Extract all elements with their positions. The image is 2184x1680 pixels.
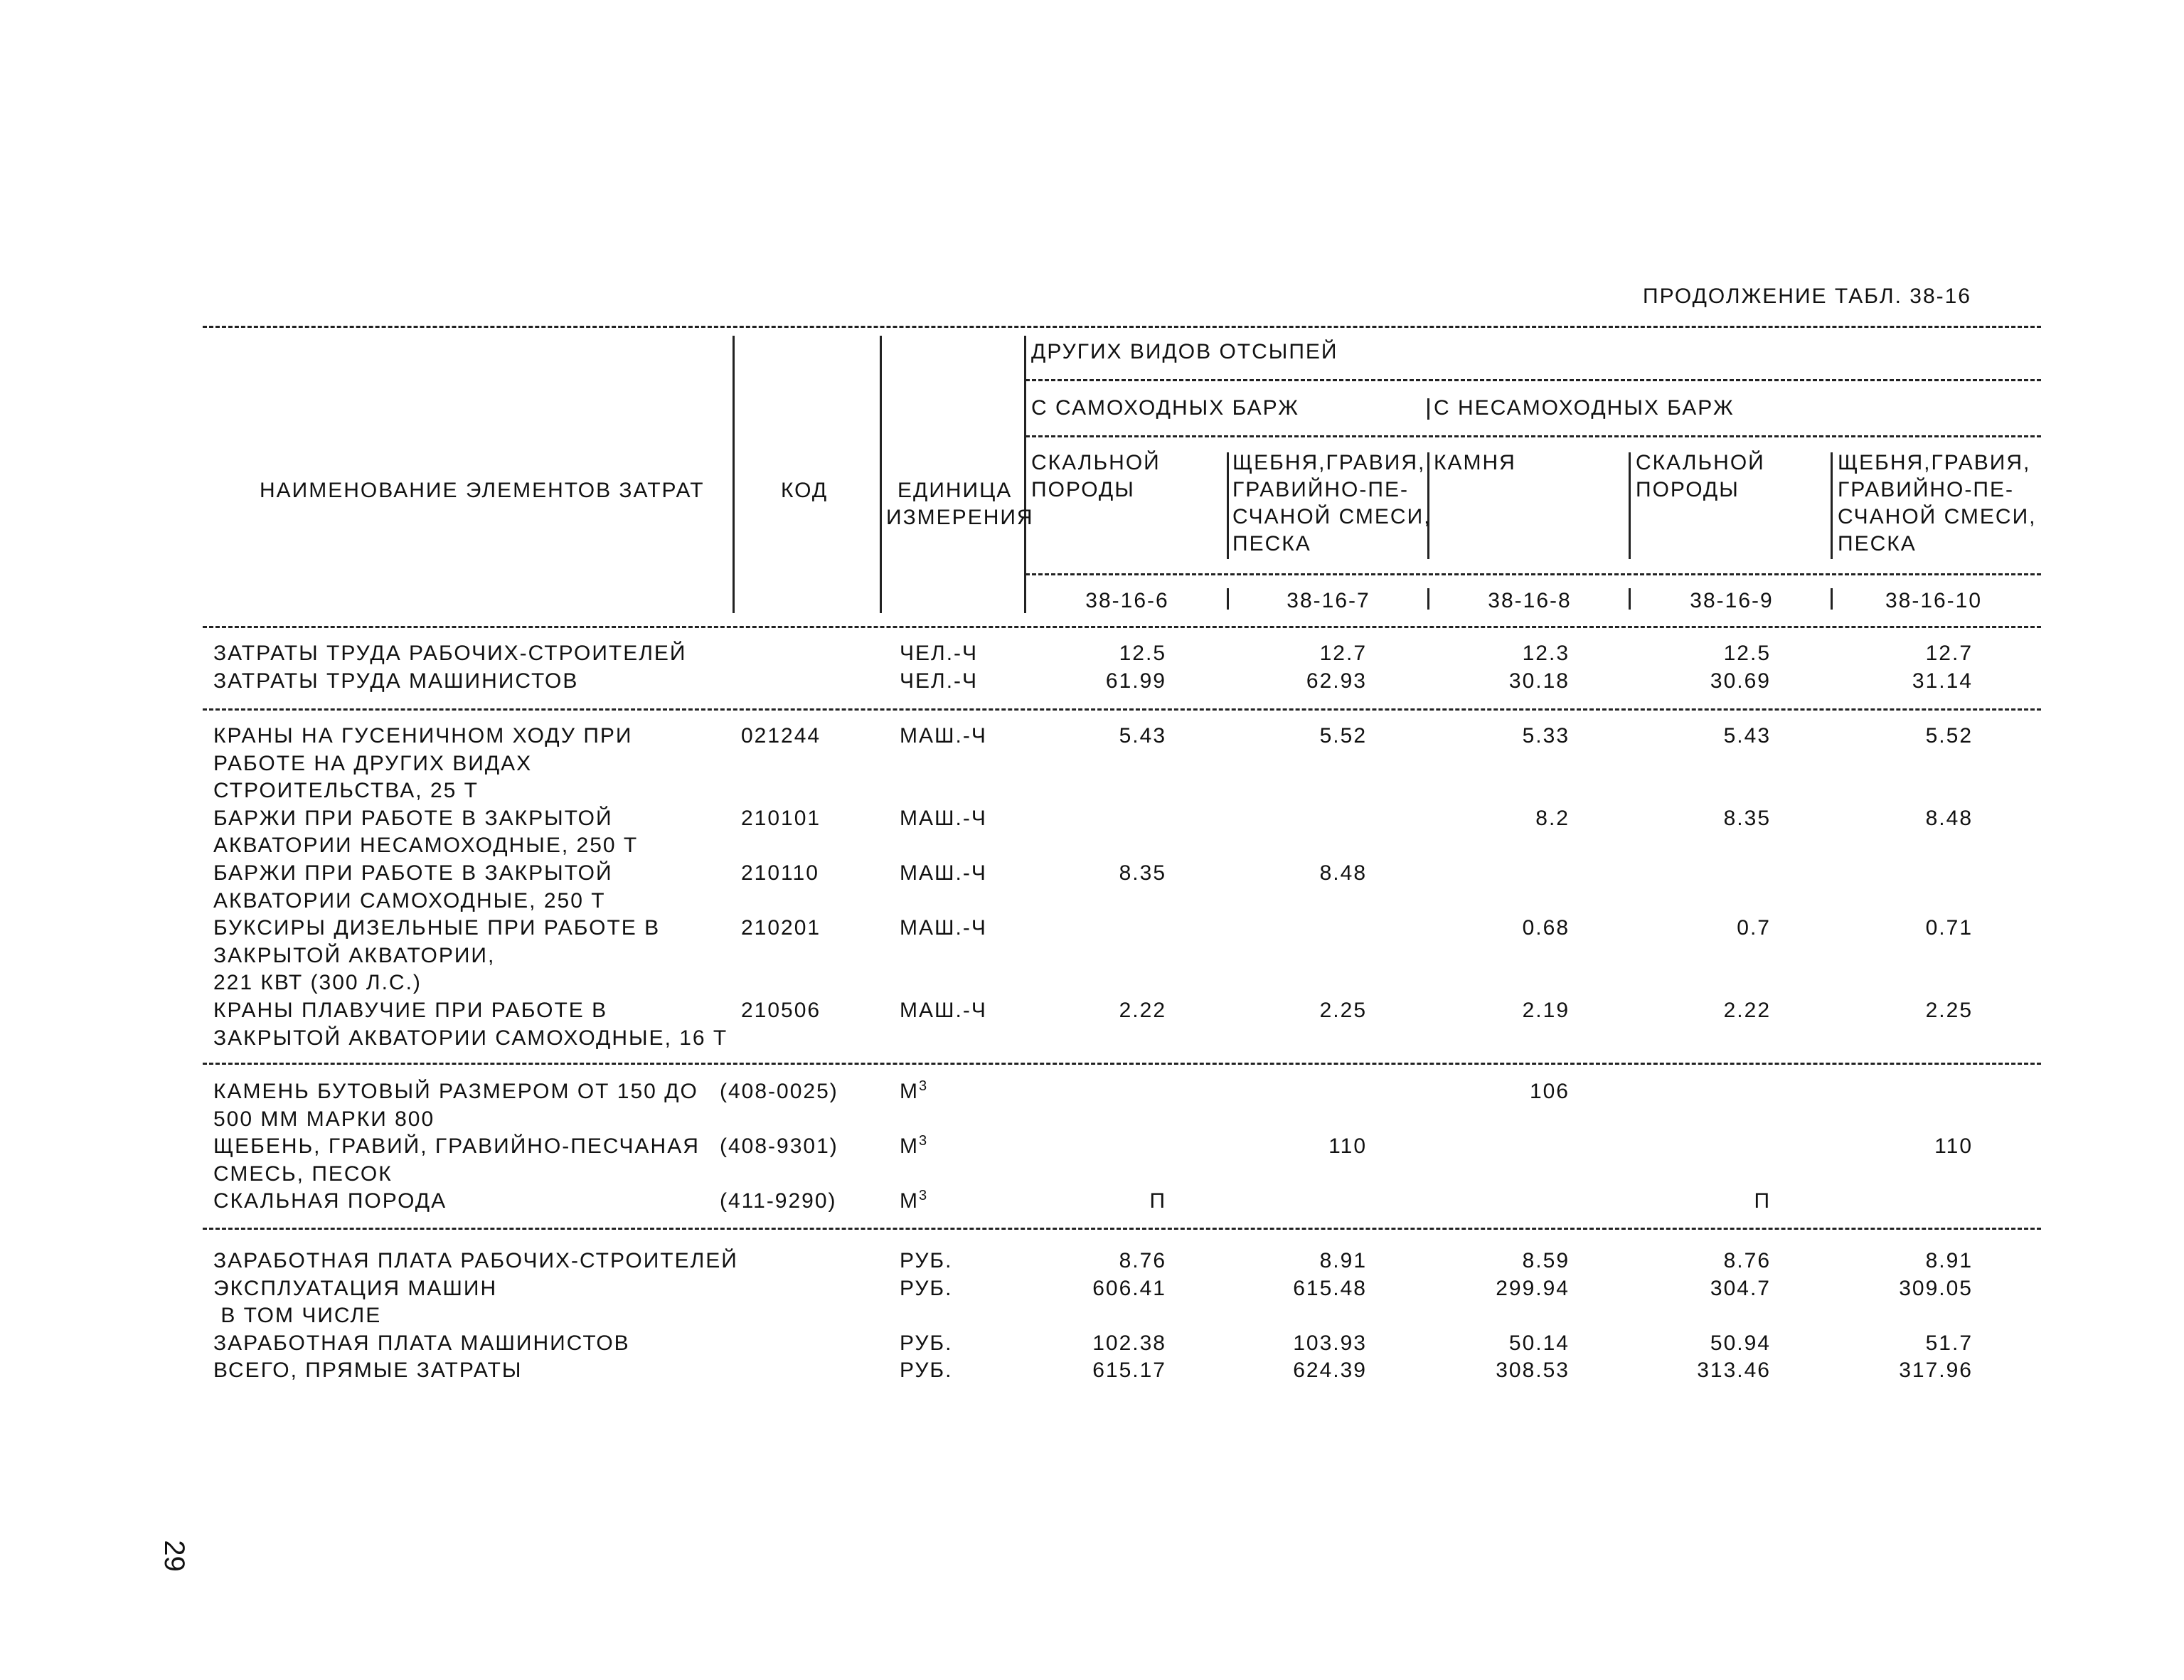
row-unit: $М^3$	[900, 1133, 929, 1159]
header-col1: СКАЛЬНОЙ	[1031, 451, 1161, 474]
row-value: 615.17	[1092, 1359, 1166, 1383]
header-col2: ЩЕБНЯ,ГРАВИЯ,	[1232, 451, 1426, 474]
norm-code: 38-16-10	[1885, 589, 1983, 612]
row-name: ЗАРАБОТНАЯ ПЛАТА РАБОЧИХ-СТРОИТЕЛЕЙ	[213, 1249, 738, 1272]
rule-codes	[1026, 573, 2041, 575]
row-value: 2.19	[1522, 999, 1570, 1022]
row-name: КРАНЫ НА ГУСЕНИЧНОМ ХОДУ ПРИ	[213, 724, 633, 748]
row-value: 12.5	[1119, 642, 1166, 665]
row-value: 12.3	[1522, 642, 1570, 665]
row-name: БУКСИРЫ ДИЗЕЛЬНЫЕ ПРИ РАБОТЕ В	[213, 916, 661, 940]
header-divider	[1427, 588, 1429, 610]
row-unit: РУБ.	[900, 1276, 953, 1300]
row-value: 12.7	[1925, 642, 1973, 665]
row-value: 5.43	[1723, 724, 1771, 748]
row-value: 0.7	[1737, 916, 1771, 940]
unit-exponent: 3	[919, 1188, 929, 1204]
row-value: 110	[1328, 1134, 1367, 1159]
row-value: 30.69	[1710, 669, 1771, 693]
row-value: 30.18	[1508, 669, 1570, 693]
row-value: 8.48	[1319, 861, 1367, 885]
row-value: 624.39	[1293, 1359, 1367, 1383]
row-name: СМЕСЬ, ПЕСОК	[213, 1161, 393, 1186]
row-name: ЗАКРЫТОЙ АКВАТОРИИ САМОХОДНЫЕ, 16 Т	[213, 1026, 728, 1050]
row-code: 021244	[741, 724, 821, 748]
row-unit: МАШ.-Ч	[900, 861, 987, 885]
row-name: ЩЕБЕНЬ, ГРАВИЙ, ГРАВИЙНО-ПЕСЧАНАЯ	[213, 1134, 700, 1159]
row-value: 8.2	[1535, 806, 1570, 830]
page-number: 29	[158, 1540, 190, 1572]
row-value: 2.22	[1119, 999, 1166, 1022]
row-unit: $М^3$	[900, 1188, 929, 1213]
row-value: 2.25	[1925, 999, 1973, 1022]
row-unit: $М^3$	[900, 1078, 929, 1103]
row-name: СКАЛЬНАЯ ПОРОДА	[213, 1189, 447, 1213]
table-caption: ПРОДОЛЖЕНИЕ ТАБЛ. 38-16	[1643, 285, 1971, 308]
row-name: СТРОИТЕЛЬСТВА, 25 Т	[213, 779, 479, 803]
header-unit: ЕДИНИЦА	[897, 479, 1013, 502]
header-divider	[1629, 452, 1631, 559]
row-code: 210110	[741, 861, 819, 885]
row-value: 5.33	[1522, 724, 1570, 748]
row-value: 62.93	[1306, 669, 1367, 693]
row-unit: МАШ.-Ч	[900, 999, 987, 1022]
row-value: 102.38	[1092, 1331, 1166, 1355]
row-value: 8.59	[1522, 1249, 1570, 1272]
row-code: (408-9301)	[720, 1134, 838, 1159]
unit-exponent: 3	[919, 1133, 929, 1149]
row-unit: РУБ.	[900, 1331, 953, 1355]
header-divider	[1227, 588, 1229, 610]
row-value: 8.76	[1119, 1249, 1166, 1272]
header-divider	[880, 336, 882, 613]
row-code: 210101	[741, 806, 821, 830]
row-value: 50.94	[1710, 1331, 1771, 1355]
header-name: НАИМЕНОВАНИЕ ЭЛЕМЕНТОВ ЗАТРАТ	[260, 479, 705, 502]
row-name: АКВАТОРИИ НЕСАМОХОДНЫЕ, 250 Т	[213, 834, 639, 858]
header-self-propelled: С САМОХОДНЫХ БАРЖ	[1031, 396, 1299, 420]
row-value: 309.05	[1899, 1276, 1973, 1300]
row-unit: ЧЕЛ.-Ч	[900, 642, 979, 665]
rule-subgroup	[1026, 435, 2041, 437]
row-value: 5.43	[1119, 724, 1166, 748]
row-name: В ТОМ ЧИСЛЕ	[213, 1304, 382, 1328]
row-value: 5.52	[1319, 724, 1367, 748]
row-value: 31.14	[1912, 669, 1973, 693]
row-name: КРАНЫ ПЛАВУЧИЕ ПРИ РАБОТЕ В	[213, 999, 608, 1022]
row-name: ЗАТРАТЫ ТРУДА РАБОЧИХ-СТРОИТЕЛЕЙ	[213, 642, 687, 665]
header-col5: СЧАНОЙ СМЕСИ,	[1838, 505, 2037, 528]
header-non-self-propelled: С НЕСАМОХОДНЫХ БАРЖ	[1434, 396, 1735, 420]
row-value: 313.46	[1697, 1359, 1771, 1383]
row-name: ВСЕГО, ПРЯМЫЕ ЗАТРАТЫ	[213, 1359, 523, 1383]
header-group: ДРУГИХ ВИДОВ ОТСЫПЕЙ	[1031, 340, 1338, 363]
row-value: 51.7	[1925, 1331, 1973, 1355]
header-col2: ГРАВИЙНО-ПЕ-	[1232, 478, 1409, 501]
row-name: ЭКСПЛУАТАЦИЯ МАШИН	[213, 1276, 498, 1300]
row-value: П	[1149, 1189, 1166, 1213]
unit-exponent: 3	[919, 1078, 929, 1094]
row-name: АКВАТОРИИ САМОХОДНЫЕ, 250 Т	[213, 888, 606, 913]
row-value: 0.68	[1522, 916, 1570, 940]
header-divider	[1831, 588, 1833, 610]
header-unit: ИЗМЕРЕНИЯ	[886, 506, 1034, 529]
rule-header-bottom	[203, 626, 2041, 628]
rule-after-materials	[203, 1228, 2041, 1230]
row-value: 8.76	[1723, 1249, 1771, 1272]
row-name: 221 КВТ (300 Л.С.)	[213, 971, 422, 995]
row-value: 299.94	[1496, 1276, 1570, 1300]
header-divider	[1427, 398, 1429, 420]
row-name: РАБОТЕ НА ДРУГИХ ВИДАХ	[213, 751, 533, 775]
header-divider	[1227, 452, 1229, 559]
norm-code: 38-16-6	[1085, 589, 1169, 612]
row-name: БАРЖИ ПРИ РАБОТЕ В ЗАКРЫТОЙ	[213, 861, 613, 885]
header-col5: ПЕСКА	[1838, 532, 1917, 555]
row-unit: РУБ.	[900, 1359, 953, 1383]
row-value: 106	[1529, 1080, 1570, 1103]
row-value: П	[1754, 1189, 1771, 1213]
row-value: 12.5	[1723, 642, 1771, 665]
row-value: 615.48	[1293, 1276, 1367, 1300]
row-unit: МАШ.-Ч	[900, 916, 987, 940]
row-name: ЗАТРАТЫ ТРУДА МАШИНИСТОВ	[213, 669, 579, 693]
header-divider	[1831, 452, 1833, 559]
row-value: 50.14	[1508, 1331, 1570, 1355]
row-value: 5.52	[1925, 724, 1973, 748]
row-name: КАМЕНЬ БУТОВЫЙ РАЗМЕРОМ ОТ 150 ДО	[213, 1080, 698, 1103]
row-unit: МАШ.-Ч	[900, 724, 987, 748]
norm-code: 38-16-8	[1488, 589, 1572, 612]
row-value: 308.53	[1496, 1359, 1570, 1383]
row-value: 8.48	[1925, 806, 1973, 830]
row-unit: МАШ.-Ч	[900, 806, 987, 830]
header-col2: СЧАНОЙ СМЕСИ,	[1232, 505, 1432, 528]
row-value: 61.99	[1105, 669, 1166, 693]
header-col4: ПОРОДЫ	[1636, 478, 1740, 501]
row-value: 606.41	[1092, 1276, 1166, 1300]
row-value: 110	[1934, 1134, 1973, 1159]
row-code: (411-9290)	[720, 1189, 837, 1213]
header-col1: ПОРОДЫ	[1031, 478, 1135, 501]
row-name: 500 ММ МАРКИ 800	[213, 1107, 435, 1131]
row-value: 2.22	[1723, 999, 1771, 1022]
rule-group	[1026, 379, 2041, 381]
row-value: 8.35	[1119, 861, 1166, 885]
row-value: 103.93	[1293, 1331, 1367, 1355]
row-value: 12.7	[1319, 642, 1367, 665]
row-code: 210506	[741, 999, 821, 1022]
norm-code: 38-16-9	[1690, 589, 1774, 612]
row-value: 304.7	[1710, 1276, 1771, 1300]
header-col5: ЩЕБНЯ,ГРАВИЯ,	[1838, 451, 2031, 474]
header-col2: ПЕСКА	[1232, 532, 1311, 555]
header-col5: ГРАВИЙНО-ПЕ-	[1838, 478, 2014, 501]
row-name: ЗАКРЫТОЙ АКВАТОРИИ,	[213, 943, 496, 967]
row-name: БАРЖИ ПРИ РАБОТЕ В ЗАКРЫТОЙ	[213, 806, 613, 830]
header-divider	[733, 336, 735, 613]
rule-after-labor	[203, 708, 2041, 711]
header-divider	[1024, 336, 1026, 613]
row-value: 0.71	[1925, 916, 1973, 940]
norm-code: 38-16-7	[1287, 589, 1370, 612]
row-value: 8.91	[1925, 1249, 1973, 1272]
row-name: ЗАРАБОТНАЯ ПЛАТА МАШИНИСТОВ	[213, 1331, 630, 1355]
row-code: (408-0025)	[720, 1080, 838, 1103]
row-code: 210201	[741, 916, 821, 940]
row-unit: РУБ.	[900, 1249, 953, 1272]
rule-top	[203, 326, 2041, 328]
row-value: 2.25	[1319, 999, 1367, 1022]
header-divider	[1629, 588, 1631, 610]
row-unit: ЧЕЛ.-Ч	[900, 669, 979, 693]
row-value: 8.35	[1723, 806, 1771, 830]
rule-after-machines	[203, 1063, 2041, 1065]
row-value: 8.91	[1319, 1249, 1367, 1272]
row-value: 317.96	[1899, 1359, 1973, 1383]
header-code: КОД	[781, 479, 829, 502]
header-col3: КАМНЯ	[1434, 451, 1516, 474]
header-col4: СКАЛЬНОЙ	[1636, 451, 1765, 474]
